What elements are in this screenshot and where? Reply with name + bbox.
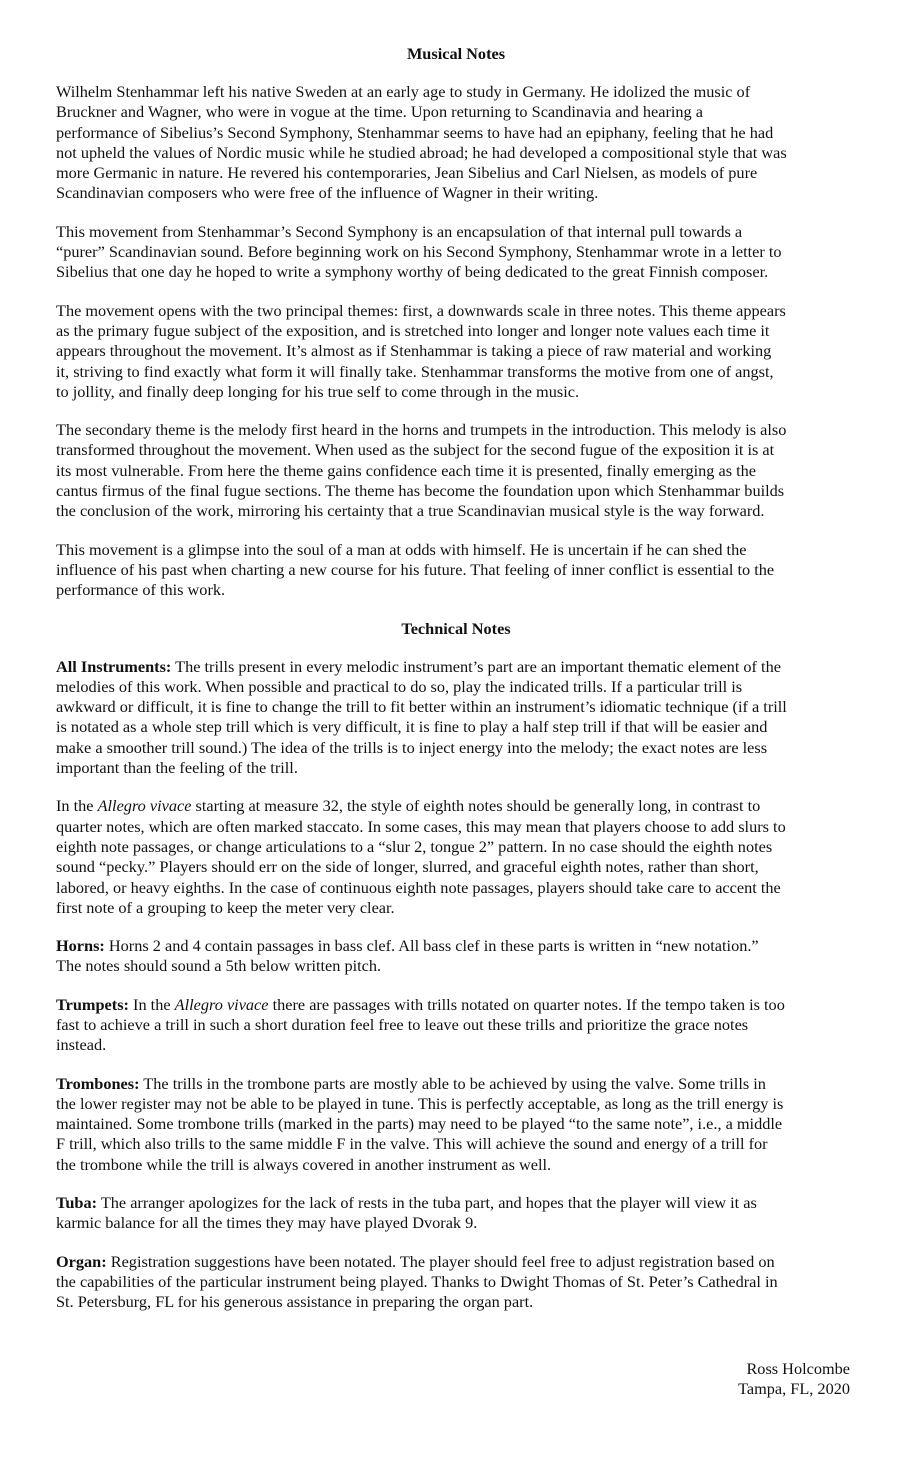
allegro-vivace-note — [56, 796, 856, 918]
text-line: eighth note passages, or change articulations to a “slur 2, tongue 2” pattern. In no case should the eighth notes — [56, 836, 773, 856]
text-line — [56, 936, 856, 956]
text-line: karmic balance for all the times they may have played Dvorak 9. — [56, 1213, 478, 1233]
text-fragment: The trills in the trombone parts are mostly able to be achieved by using the valve. Some trills in — [139, 1073, 766, 1093]
musical-notes-paragraph-5 — [56, 540, 856, 601]
text-line: maintained. Some trombone trills (marked in the parts) may need to be played “to the same note”, i.e., a middle — [56, 1114, 783, 1134]
text-line: the trombone while the trill is always covered in another instrument as well. — [56, 1154, 552, 1174]
text-line: first note of a grouping to keep the meter very clear. — [56, 897, 395, 917]
trombones-label: Trombones: — [56, 1073, 140, 1093]
text-line: the lower register may not be able to be played in tune. This is perfectly acceptable, as long as the trill energy is — [56, 1093, 784, 1113]
text-fragment: there are passages with trills notated on quarter notes. If the tempo taken is too — [268, 994, 785, 1014]
technical-notes-heading: Technical Notes — [401, 618, 511, 638]
text-line: This movement from Stenhammar’s Second Symphony is an encapsulation of that internal pull towards a — [56, 221, 743, 241]
text-line: awkward or difficult, it is fine to change the trill to fit better within an instrument’s idiomatic technique (if a trill — [56, 697, 787, 717]
musical-notes-paragraph-2 — [56, 222, 856, 283]
text-line: its most vulnerable. From here the theme gains confidence each time it is presented, finally emerging as the — [56, 460, 757, 480]
tuba-label: Tuba: — [56, 1193, 98, 1213]
text-line: the capabilities of the particular instrument being played. Thanks to Dwight Thomas of St. Peter’s Cathedral in — [56, 1271, 778, 1291]
text-line — [56, 995, 856, 1015]
text-line: fast to achieve a trill in such a short duration feel free to leave out these trills and prioritize the grace notes — [56, 1014, 749, 1034]
tempo-marking: Allegro vivace — [174, 994, 269, 1014]
text-line: This movement is a glimpse into the soul of a man at odds with himself. He is uncertain if he can shed the — [56, 539, 747, 559]
musical-notes-heading: Musical Notes — [406, 44, 506, 63]
text-line: Bruckner and Wagner, who were in vogue at the time. Upon returning to Scandinavia and hearing a — [56, 102, 703, 122]
text-line — [56, 657, 856, 677]
text-line: performance of this work. — [56, 580, 226, 600]
place-date: Tampa, FL, 2020 — [738, 1379, 850, 1399]
text-fragment: Horns 2 and 4 contain passages in bass clef. All bass clef in these parts is written in “new notation.” — [104, 936, 759, 956]
text-line: “purer” Scandinavian sound. Before beginning work on his Second Symphony, Stenhammar wrote in a letter to — [56, 242, 782, 262]
text-line: important than the feeling of the trill. — [56, 758, 298, 778]
text-line: make a smoother trill sound.) The idea of the trills is to inject energy into the melody; the exact notes are less — [56, 737, 768, 757]
musical-notes-paragraph-4 — [56, 420, 856, 521]
text-line: St. Petersburg, FL for his generous assistance in preparing the organ part. — [56, 1292, 534, 1312]
text-line: to jollity, and finally deep longing for his true self to come through in the music. — [56, 381, 580, 401]
text-line: appears throughout the movement. It’s almost as if Stenhammar is taking a piece of raw material and working — [56, 341, 772, 361]
text-line: more Germanic in nature. He revered his contemporaries, Jean Sibelius and Carl Nielsen, as models of pure — [56, 163, 758, 183]
text-fragment: In the — [56, 796, 98, 816]
text-line: Sibelius that one day he hoped to write a symphony worthy of being dedicated to the great Finnish composer. — [56, 262, 769, 282]
text-line: cantus firmus of the final fugue sections. The theme has become the foundation upon which Stenhammar builds — [56, 481, 785, 501]
musical-notes-paragraph-3 — [56, 301, 856, 402]
text-line: The movement opens with the two principal themes: first, a downwards scale in three notes. This theme appears — [56, 300, 786, 320]
text-line: the conclusion of the work, mirroring his certainty that a true Scandinavian musical style is the way forward. — [56, 501, 765, 521]
organ-note — [56, 1252, 856, 1313]
horns-note — [56, 936, 856, 977]
text-line — [56, 1074, 856, 1094]
tuba-note — [56, 1193, 856, 1234]
all-instruments-note — [56, 657, 856, 779]
musical-notes-paragraph-1 — [56, 82, 856, 204]
horns-label: Horns: — [56, 936, 105, 956]
text-fragment: In the — [128, 994, 175, 1014]
text-line: sound “pecky.” Players should err on the side of longer, slurred, and graceful eighth notes, rather than short, — [56, 857, 759, 877]
text-line: transformed throughout the movement. When used as the subject for the second fugue of the exposition it is at — [56, 440, 775, 460]
all-instruments-label: All Instruments: — [56, 656, 172, 676]
text-line: instead. — [56, 1035, 107, 1055]
text-line: melodies of this work. When possible and practical to do so, play the indicated trills. If a particular trill is — [56, 676, 743, 696]
text-line: influence of his past when charting a new course for his future. That feeling of inner conflict is essential to the — [56, 559, 775, 579]
text-fragment: The arranger apologizes for the lack of rests in the tuba part, and hopes that the player will view it as — [97, 1193, 757, 1213]
trumpets-note — [56, 995, 856, 1056]
text-line: The notes should sound a 5th below written pitch. — [56, 956, 382, 976]
signature-block — [738, 1359, 850, 1400]
document-page — [56, 44, 856, 1331]
author-name: Ross Holcombe — [746, 1359, 850, 1378]
text-line — [56, 796, 856, 816]
text-line: labored, or heavy eighths. In the case of continuous eighth note passages, players should take care to accent the — [56, 877, 781, 897]
text-line: is notated as a whole step trill which is very difficult, it is fine to play a half step trill if that will be easier and — [56, 717, 768, 737]
text-line: Scandinavian composers who were free of the influence of Wagner in their writing. — [56, 183, 599, 203]
text-fragment: The trills present in every melodic instrument’s part are an important thematic element of the — [171, 656, 781, 676]
trombones-note — [56, 1074, 856, 1175]
text-line: performance of Sibelius’s Second Symphony, Stenhammar seems to have had an epiphany, feeling that he had — [56, 122, 774, 142]
text-line — [56, 1193, 856, 1213]
text-line: it, striving to find exactly what form it will finally take. Stenhammar transforms the motive from one of angst, — [56, 361, 774, 381]
text-line: The secondary theme is the melody first heard in the horns and trumpets in the introduction. This melody is also — [56, 420, 787, 440]
text-line: Wilhelm Stenhammar left his native Sweden at an early age to study in Germany. He idolized the music of — [56, 82, 751, 101]
text-line: not upheld the values of Nordic music while he studied abroad; he had developed a compositional style that was — [56, 142, 787, 162]
text-line — [56, 1252, 856, 1272]
organ-label: Organ: — [56, 1251, 107, 1271]
text-fragment: starting at measure 32, the style of eighth notes should be generally long, in contrast to — [191, 796, 761, 816]
text-line: as the primary fugue subject of the exposition, and is stretched into longer and longer note values each time it — [56, 320, 770, 340]
tempo-marking: Allegro vivace — [97, 796, 192, 816]
trumpets-label: Trumpets: — [56, 994, 129, 1014]
text-fragment: Registration suggestions have been notated. The player should feel free to adjust registration based on — [106, 1251, 775, 1271]
text-line: F trill, which also trills to the same middle F in the valve. This will achieve the sound and energy of a trill for — [56, 1134, 768, 1154]
text-line: quarter notes, which are often marked staccato. In some cases, this may mean that players choose to add slurs to — [56, 816, 786, 836]
